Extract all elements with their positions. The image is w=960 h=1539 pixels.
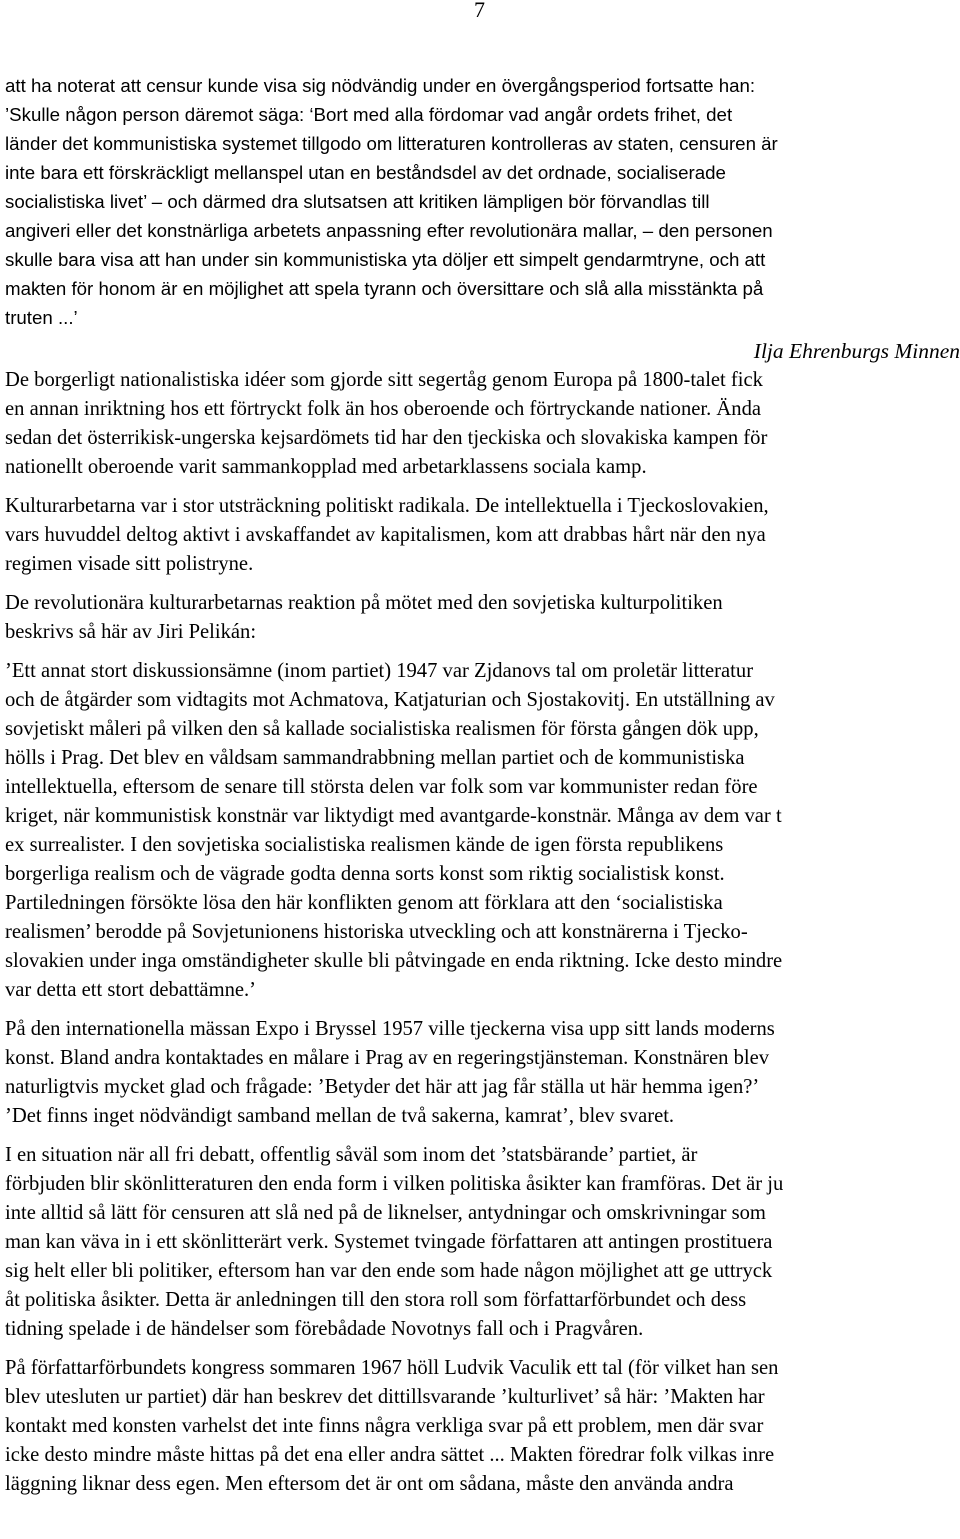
paragraph-line: inte alltid så lätt för censuren att slå ned på de liknelser, antydningar och omskrivningar som [5, 1202, 766, 1224]
paragraph-line: borgerliga realism och de vägrade godta denna sorts konst som riktig socialistisk konst. [5, 863, 725, 885]
quote-attribution: Ilja Ehrenburgs Minnen [753, 339, 960, 363]
paragraph-line: I en situation när all fri debatt, offentlig såväl som inom det ’statsbärande’ partiet, är [5, 1144, 698, 1166]
epigraph-quote [5, 71, 960, 332]
paragraph-line: Kulturarbetarna var i stor utsträckning politiskt radikala. De intellektuella i Tjeckoslovakien, [5, 495, 769, 517]
paragraph-line: På den internationella mässan Expo i Bryssel 1957 ville tjeckerna visa upp sitt lands moderns [5, 1018, 775, 1040]
paragraph-line: förbjuden blir skönlitteraturen den enda form i vilken politiska åsikter kan framföras. Det är ju [5, 1173, 784, 1195]
quote-line: skulle bara visa att han under sin kommunistiska yta döljer ett simpelt gendarmtryne, och att [5, 249, 766, 270]
paragraph-line: man kan väva in i ett skönlitterärt verk. Systemet tvingade författaren att antingen prostituera [5, 1231, 773, 1253]
paragraph-line: De borgerligt nationalistiska idéer som gjorde sitt segertåg genom Europa på 1800-talet fick [5, 369, 763, 391]
quote-line: angiveri eller det konstnärliga arbetets anpassning efter revolutionära mallar, – den personen [5, 220, 773, 241]
quote-line: truten ...’ [5, 307, 78, 328]
paragraph-line: konst. Bland andra kontaktades en målare i Prag av en regeringstjänsteman. Konstnären blev [5, 1047, 770, 1069]
quote-line: inte bara ett förskräckligt mellanspel utan en beståndsdel av det ordnade, socialiserade [5, 162, 726, 183]
quote-line: att ha noterat att censur kunde visa sig nödvändig under en övergångsperiod fortsatte han: [5, 75, 756, 96]
text-column [5, 71, 960, 1499]
paragraph-line: slovakien under inga omständigheter skulle bli påtvingade en enda riktning. Icke desto mindre [5, 950, 783, 972]
paragraph-line: tidning spelade i de händelser som förebådade Novotnys fall och i Pragvåren. [5, 1318, 644, 1340]
paragraph-line: realismen’ berodde på Sovjetunionens historiska utveckling och att konstnärerna i Tjecko- [5, 921, 748, 943]
block-quote [5, 657, 960, 1005]
paragraph-line: sedan det österrikisk-ungerska kejsardömets tid har den tjeckiska och slovakiska kampen för [5, 427, 768, 449]
paragraph-line: Partiledningen försökte lösa den här konflikten genom att förklara att den ‘socialistiska [5, 892, 723, 914]
paragraph-line: ex surrealister. I den sovjetiska socialistiska realismen kände de igen första republikens [5, 834, 724, 856]
paragraph-line: läggning liknar dess egen. Men eftersom det är ont om sådana, måste den använda andra [5, 1473, 734, 1495]
paragraph-line: blev utesluten ur partiet) där han beskrev det dittillsvarande ’kulturlivet’ så här: ’Makten har [5, 1386, 765, 1408]
paragraph-line: beskrivs så här av Jiri Pelikán: [5, 621, 257, 643]
paragraph [5, 1015, 960, 1131]
paragraph-line: var detta ett stort debattämne.’ [5, 979, 257, 1001]
paragraph-line: ’Ett annat stort diskussionsämne (inom partiet) 1947 var Zjdanovs tal om proletär litteratur [5, 660, 754, 682]
paragraph-line: icke desto mindre måste hittas på det ena eller andra sättet ... Makten föredrar folk vilkas inre [5, 1444, 775, 1466]
paragraph-line: regimen visade sitt polistryne. [5, 553, 254, 575]
paragraph-line: nationellt oberoende varit sammankopplad med arbetarklassens sociala kamp. [5, 456, 647, 478]
paragraph [5, 366, 960, 482]
paragraph [5, 589, 960, 647]
page-number: 7 [474, 0, 485, 22]
paragraph-line: hölls i Prag. Det blev en våldsam sammandrabbning mellan partiet och de kommunistiska [5, 747, 745, 769]
quote-line: ’Skulle någon person däremot säga: ‘Bort med alla fördomar vad angår ordets frihet, det [5, 104, 733, 125]
paragraph-line: ’Det finns inget nödvändigt samband mellan de två sakerna, kamrat’, blev svaret. [5, 1105, 675, 1127]
paragraph-line: sovjetiskt måleri på vilken den så kallade socialistiska realismen för första gången dök upp, [5, 718, 759, 740]
paragraph-line: intellektuella, eftersom de senare till största delen var folk som var kommunister redan före [5, 776, 758, 798]
paragraph-line: vars huvuddel deltog aktivt i avskaffandet av kapitalismen, kom att drabbas hårt när den nya [5, 524, 766, 546]
paragraph-line: kontakt med konsten varhelst det inte finns några verkliga svar på ett problem, men där svar [5, 1415, 764, 1437]
paragraph-line: De revolutionära kulturarbetarnas reaktion på mötet med den sovjetiska kulturpolitiken [5, 592, 723, 614]
paragraph-line: och de åtgärder som vidtagits mot Achmatova, Katjaturian och Sjostakovitj. En utställning av [5, 689, 775, 711]
paragraph [5, 492, 960, 579]
paragraph-line: naturligtvis mycket glad och frågade: ’Betyder det här att jag får ställa ut här hemma igen?’ [5, 1076, 760, 1098]
paragraph-line: På författarförbundets kongress sommaren 1967 höll Ludvik Vaculik ett tal (för vilket han sen [5, 1357, 779, 1379]
quote-line: länder det kommunistiska systemet tillgodo om litteraturen kontrolleras av staten, censuren är [5, 133, 778, 154]
paragraph-line: åt politiska åsikter. Detta är anledningen till den stora roll som författarförbundet och dess [5, 1289, 747, 1311]
quote-line: makten för honom är en möjlighet att spela tyrann och översittare och slå alla misstänkta på [5, 278, 764, 299]
quote-line: socialistiska livet’ – och därmed dra slutsatsen att kritiken lämpligen bör förvandlas till [5, 191, 710, 212]
paragraph-line: sig helt eller bli politiker, eftersom han var den ende som hade någon möjlighet att ge uttryck [5, 1260, 773, 1282]
paragraph [5, 1354, 960, 1499]
paragraph [5, 1141, 960, 1344]
paragraph-line: en annan inriktning hos ett förtryckt folk än hos oberoende och förtryckande nationer. Ända [5, 398, 762, 420]
paragraph-line: kriget, när kommunistisk konstnär var liktydigt med avantgarde-konstnär. Många av dem var t [5, 805, 782, 827]
